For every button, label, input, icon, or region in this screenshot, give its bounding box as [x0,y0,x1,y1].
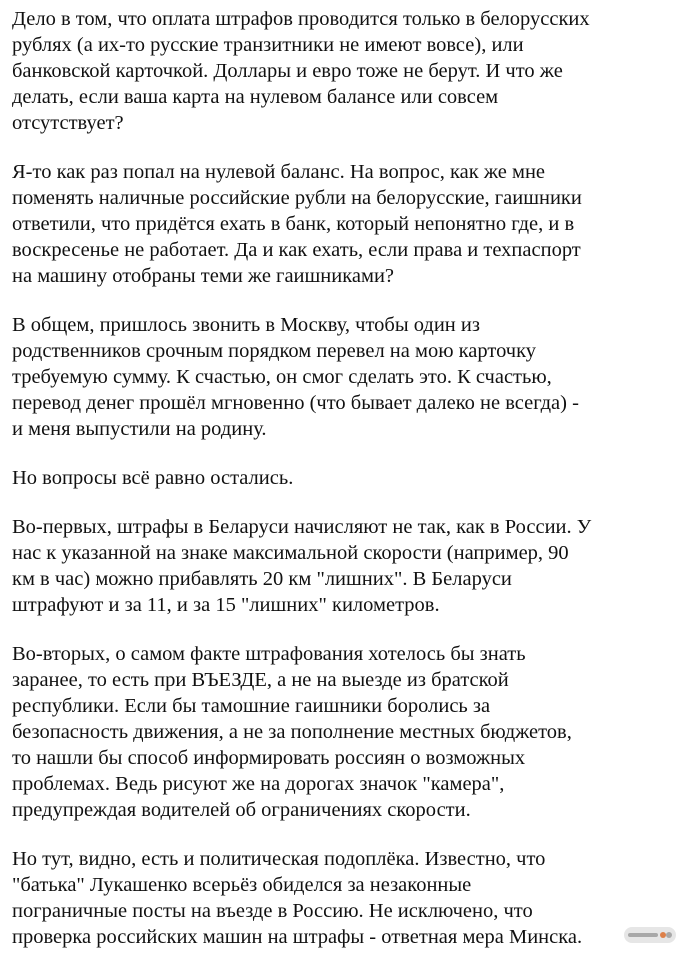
text-line: и меня выпустили на родину. [12,418,267,440]
article-body [12,6,676,973]
text-line: Дело в том, что оплата штрафов проводится только в белорусских [12,8,590,30]
text-line: В общем, пришлось звонить в Москву, чтобы один из [12,314,480,336]
watermark-mark-icon [627,930,673,940]
paragraph-payment-methods [12,6,676,136]
paragraph-second-point [12,641,676,823]
text-line: безопасность движения, а не за пополнение местных бюджетов, [12,721,572,743]
text-line: проверка российских машин на штрафы - ответная мера Минска. [12,926,583,948]
text-line: ответили, что придётся ехать в банк, который непонятно где, и в [12,213,575,235]
text-line: требуемую сумму. К счастью, он смог сделать это. К счастью, [12,366,552,388]
text-line: Во-первых, штрафы в Беларуси начисляют не так, как в России. У [12,516,592,538]
text-line: банковской карточкой. Доллары и евро тоже не берут. И что же [12,60,563,82]
text-line: проблемах. Ведь рисуют же на дорогах значок "камера", [12,773,505,795]
text-line: Я-то как раз попал на нулевой баланс. На вопрос, как же мне [12,161,546,183]
text-line: Во-вторых, о самом факте штрафования хотелось бы знать [12,643,526,665]
text-line: родственников срочным порядком перевел на мою карточку [12,340,537,362]
text-line: перевод денег прошёл мгновенно (что бывает далеко не всегда) - [12,392,579,414]
text-line: Но вопросы всё равно остались. [12,467,294,489]
text-line: предупреждая водителей об ограничениях скорости. [12,799,471,821]
text-line: Но тут, видно, есть и политическая подоплёка. Известно, что [12,848,546,870]
text-line: км в час) можно прибавлять 20 км "лишних". В Беларуси [12,568,512,590]
text-line: заранее, то есть при ВЪЕЗДЕ, а не на выезде из братской [12,669,509,691]
text-line: штрафуют и за 11, и за 15 "лишних" километров. [12,594,440,616]
text-line: на машину отобраны теми же гаишниками? [12,265,395,287]
text-line: рублях (а их-то русские транзитники не имеют вовсе), или [12,34,524,56]
text-line: то нашли бы способ информировать россиян о возможных [12,747,526,769]
paragraph-zero-balance [12,159,676,289]
text-line: отсутствует? [12,112,124,134]
text-line: республики. Если бы тамошние гаишники боролись за [12,695,491,717]
paragraph-first-point [12,514,676,618]
text-line: "батька" Лукашенко всерьёз обиделся за незаконные [12,874,472,896]
site-watermark-logo [624,927,676,943]
text-line: делать, если ваша карта на нулевом балансе или совсем [12,86,499,108]
text-line: пограничные посты на въезде в Россию. Не исключено, что [12,900,533,922]
text-line: поменять наличные российские рубли на белорусские, гаишники [12,187,582,209]
paragraph-call-moscow [12,312,676,442]
text-line: воскресенье не работает. Да и как ехать, если права и техпаспорт [12,239,581,261]
text-line: нас к указанной на знаке максимальной скорости (например, 90 [12,542,569,564]
paragraph-questions-remain [12,465,676,491]
paragraph-political [12,846,676,950]
